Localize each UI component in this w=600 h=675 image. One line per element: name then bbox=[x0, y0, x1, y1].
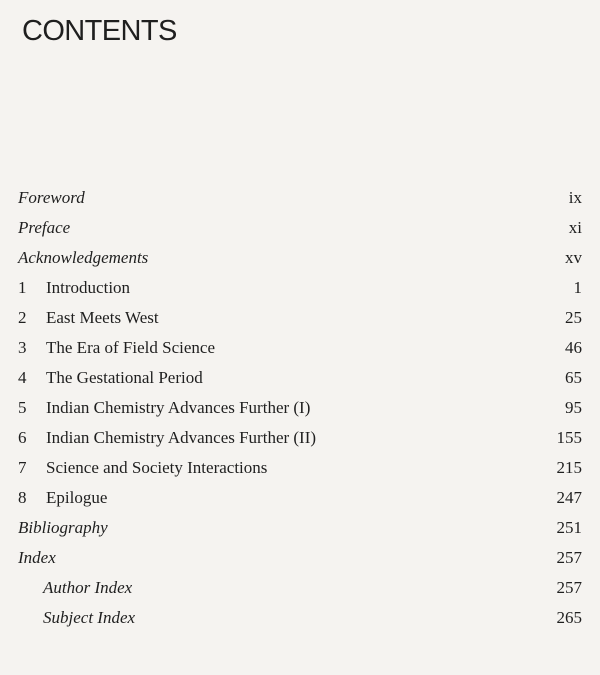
toc-entry-number: 1 bbox=[18, 278, 27, 297]
toc-entry-title: Index bbox=[18, 548, 56, 567]
toc-entry-page: 257 bbox=[556, 578, 582, 597]
toc-entry-subject-index bbox=[18, 603, 582, 633]
toc-entry-page: 46 bbox=[565, 338, 582, 357]
toc-entry-chapter-1 bbox=[18, 273, 582, 303]
toc-entry-page: 1 bbox=[573, 278, 582, 297]
toc-entry-title: The Era of Field Science bbox=[46, 338, 215, 357]
toc-entry-title: Foreword bbox=[18, 188, 85, 207]
toc-entry-page: 25 bbox=[565, 308, 582, 327]
toc-entry-title: Indian Chemistry Advances Further (II) bbox=[46, 428, 317, 447]
toc-entry-index bbox=[18, 543, 582, 573]
toc-entry-title: East Meets West bbox=[46, 308, 159, 327]
toc-entry-page: 65 bbox=[565, 368, 582, 387]
toc-entry-title: Author Index bbox=[43, 578, 133, 597]
toc-entry-page: 251 bbox=[556, 518, 582, 537]
toc-entry-number: 7 bbox=[18, 458, 27, 477]
toc-entry-number: 4 bbox=[18, 368, 27, 387]
toc-entry-page: ix bbox=[568, 188, 582, 207]
toc-entry-chapter-3 bbox=[18, 333, 582, 363]
toc-entry-title: Introduction bbox=[46, 278, 131, 297]
toc-entry-page: 257 bbox=[556, 548, 582, 567]
toc-entry-acknowledgements bbox=[18, 243, 582, 273]
toc-entry-number: 6 bbox=[18, 428, 27, 447]
toc-entry-page: 95 bbox=[565, 398, 582, 417]
toc-entry-chapter-4 bbox=[18, 363, 582, 393]
toc-entry-number: 3 bbox=[18, 338, 27, 357]
toc-entry-title: Preface bbox=[18, 218, 71, 237]
toc-entry-page: 265 bbox=[556, 608, 582, 627]
toc-entry-chapter-6 bbox=[18, 423, 582, 453]
toc-entry-author-index bbox=[18, 573, 582, 603]
toc-entry-title: Indian Chemistry Advances Further (I) bbox=[46, 398, 311, 417]
toc-entry-title: Epilogue bbox=[46, 488, 108, 507]
toc-entry-page: xv bbox=[565, 248, 582, 267]
toc-entry-chapter-7 bbox=[18, 453, 582, 483]
toc-entry-number: 2 bbox=[18, 308, 27, 327]
toc-entry-page: xi bbox=[568, 218, 582, 237]
toc-entry-bibliography bbox=[18, 513, 582, 543]
toc-entry-title: Science and Society Interactions bbox=[46, 458, 268, 477]
toc-entry-chapter-2 bbox=[18, 303, 582, 333]
toc-entry-title: Bibliography bbox=[18, 518, 108, 537]
toc-entry-foreword bbox=[18, 183, 582, 213]
toc-entry-chapter-8 bbox=[18, 483, 582, 513]
toc-entry-page: 155 bbox=[556, 428, 582, 447]
toc-entry-chapter-5 bbox=[18, 393, 582, 423]
toc-entry-number: 8 bbox=[18, 488, 27, 507]
page-title: CONTENTS bbox=[22, 15, 177, 47]
toc-entry-page: 215 bbox=[556, 458, 582, 477]
toc-entry-title: Acknowledgements bbox=[18, 248, 149, 267]
toc-entry-page: 247 bbox=[556, 488, 582, 507]
toc-entry-title: The Gestational Period bbox=[46, 368, 203, 387]
toc-entry-title: Subject Index bbox=[43, 608, 136, 627]
table-of-contents bbox=[18, 183, 582, 633]
toc-entry-number: 5 bbox=[18, 398, 27, 417]
toc-entry-preface bbox=[18, 213, 582, 243]
